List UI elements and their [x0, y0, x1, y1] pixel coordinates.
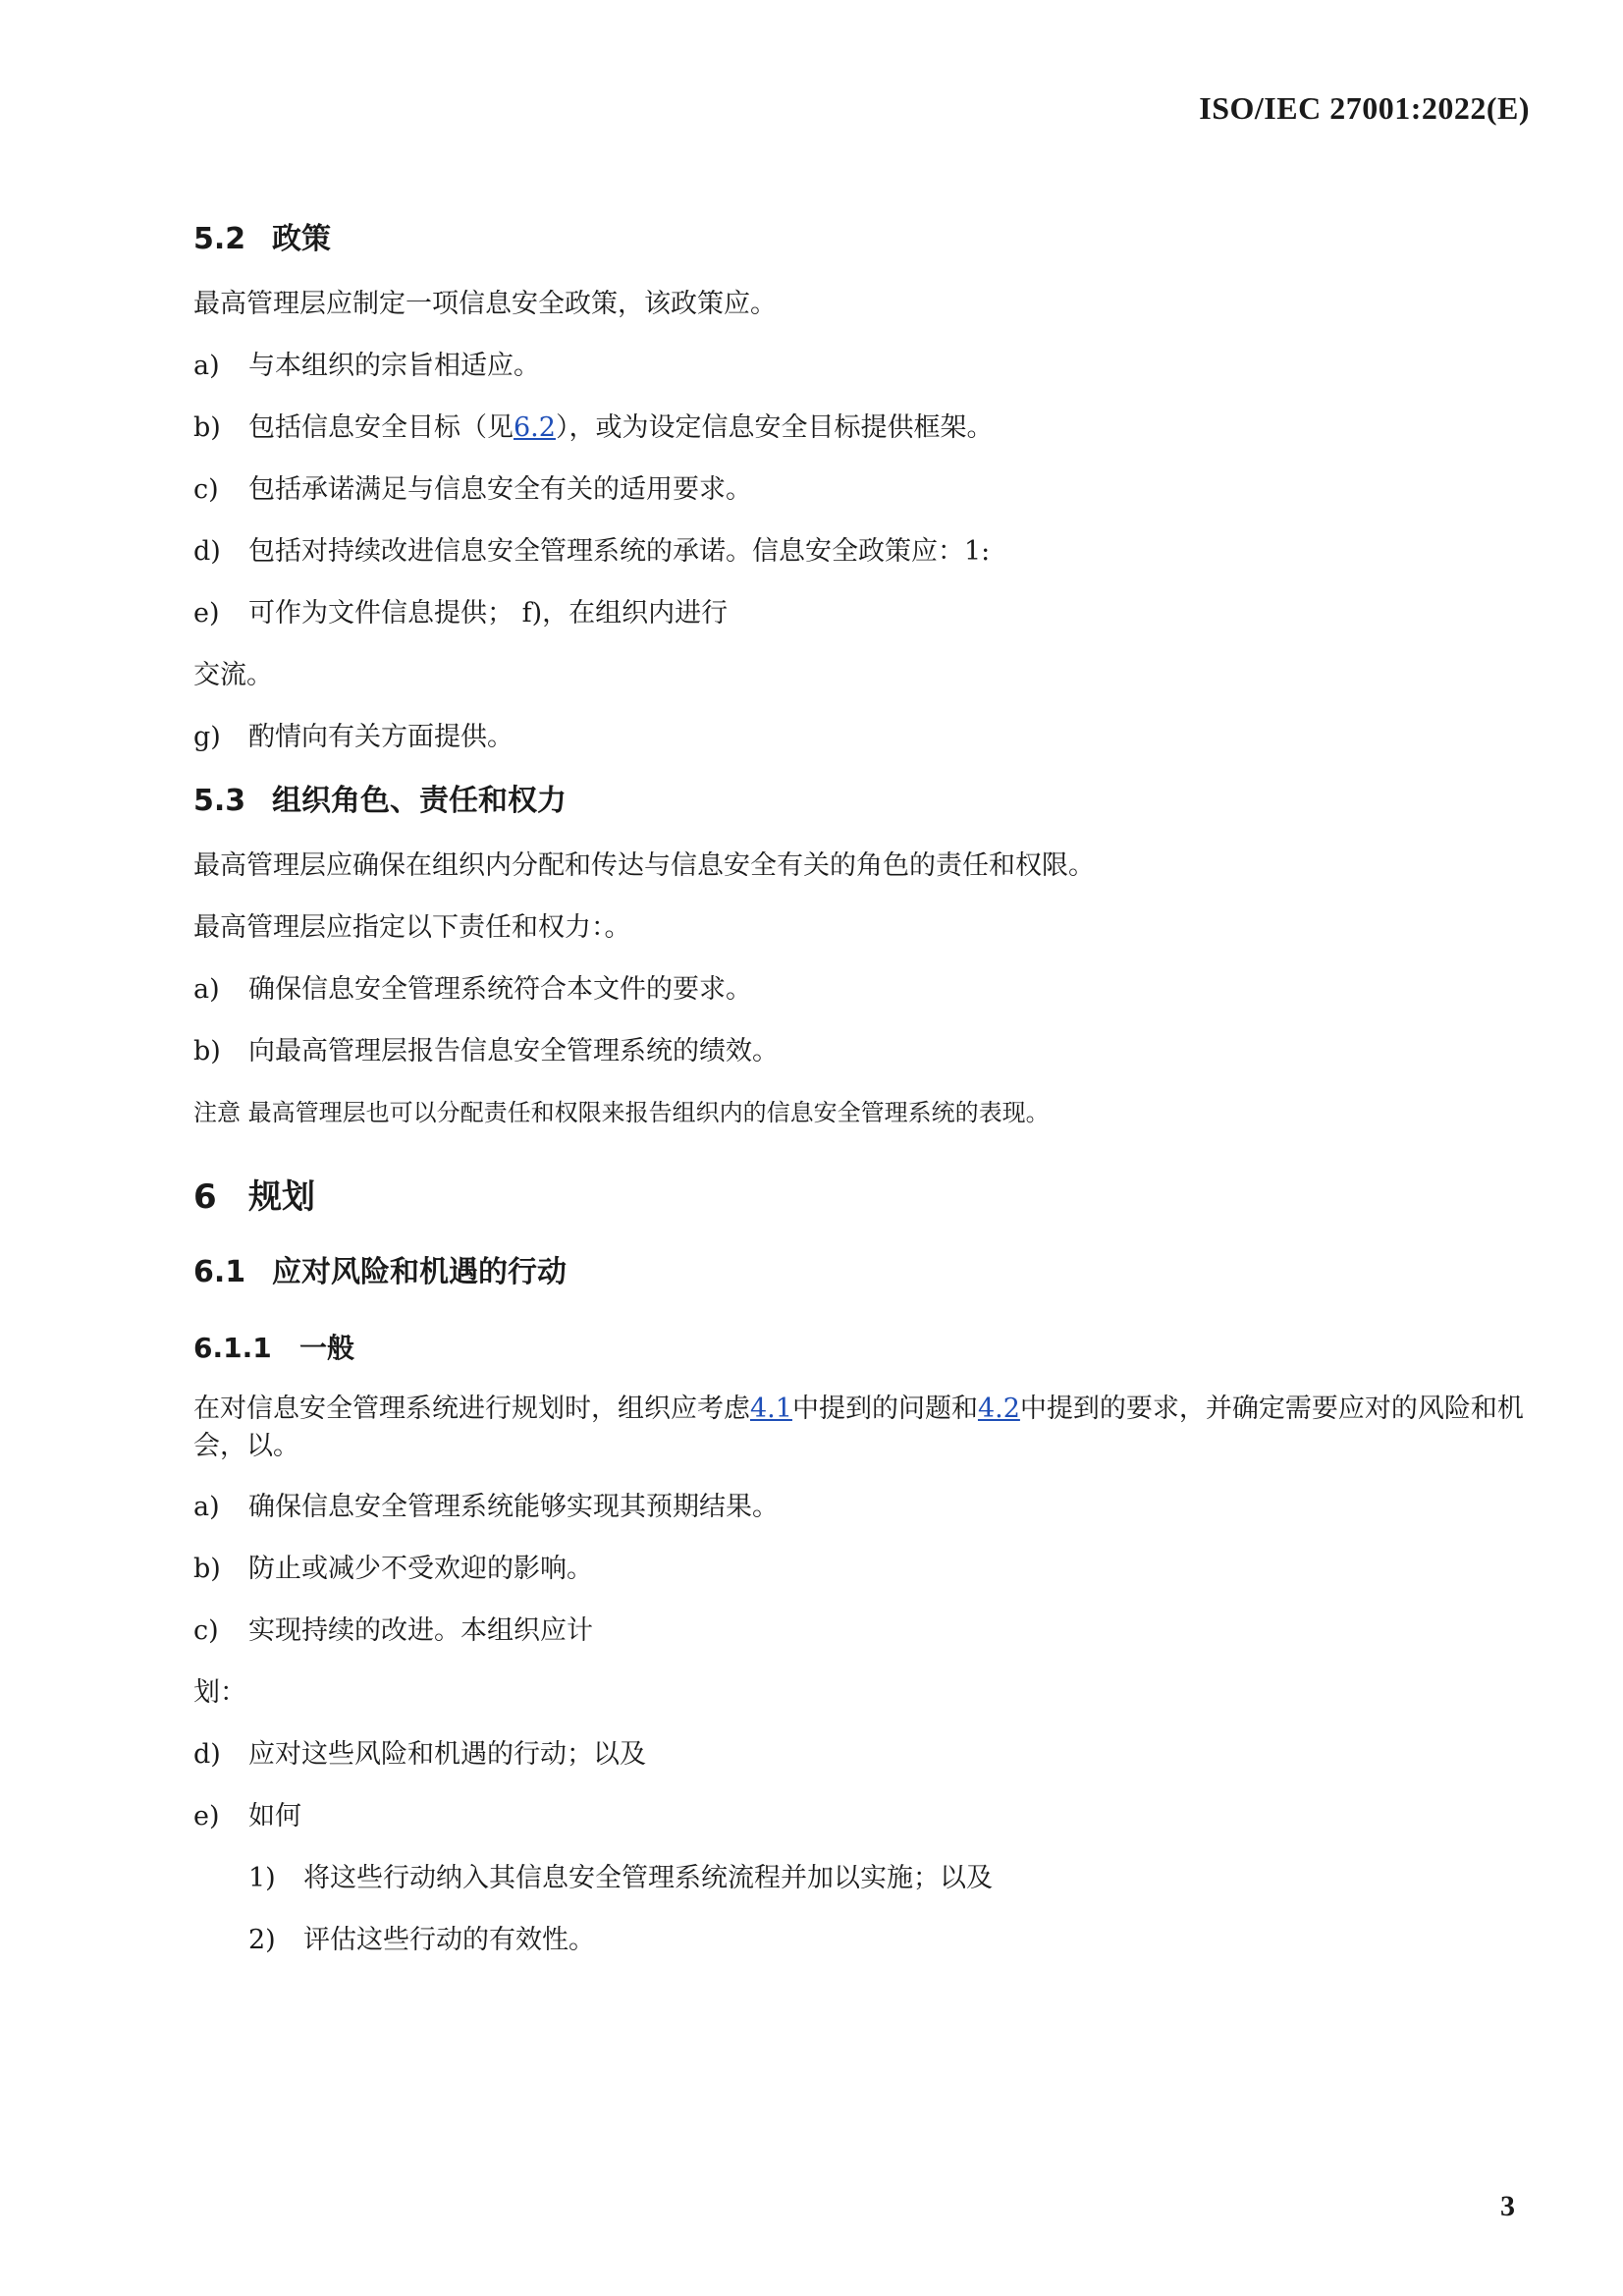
list-label: 2)	[248, 1925, 276, 1955]
section-number: 5.3	[193, 784, 246, 818]
list-label: b)	[193, 412, 221, 443]
list-text: 确保信息安全管理系统能够实现其预期结果。	[248, 1492, 779, 1522]
paragraph: 交流。	[193, 660, 273, 690]
list-item	[193, 532, 1534, 572]
ref-link-4-1[interactable]: 4.1	[750, 1394, 792, 1424]
list-label: e)	[193, 1801, 220, 1831]
paragraph: 最高管理层应确保在组织内分配和传达与信息安全有关的角色的责任和权限。	[193, 850, 1095, 881]
list-text: 向最高管理层报告信息安全管理系统的绩效。	[248, 1036, 779, 1066]
section-title: 应对风险和机遇的行动	[272, 1255, 567, 1289]
subsection-title: 一般	[299, 1332, 355, 1364]
document-code: ISO/IEC 27001:2022(E)	[1199, 90, 1530, 126]
list-text: 确保信息安全管理系统符合本文件的要求。	[248, 974, 752, 1005]
list-label: b)	[193, 1554, 221, 1584]
chapter-heading-6	[193, 1173, 1534, 1222]
section-title: 政策	[272, 222, 331, 256]
list-item	[193, 594, 1534, 633]
list-item	[193, 347, 1534, 386]
list-text: 与本组织的宗旨相适应。	[248, 351, 540, 381]
list-label: c)	[193, 474, 219, 505]
list-text: 实现持续的改进。本组织应计	[248, 1615, 593, 1646]
paragraph: 最高管理层应指定以下责任和权力：。	[193, 912, 631, 943]
list-item	[193, 1612, 1534, 1651]
sub-list-item	[248, 1921, 1534, 1960]
list-text: 包括承诺满足与信息安全有关的适用要求。	[248, 474, 752, 505]
list-item	[193, 1488, 1534, 1527]
section-heading-6-1	[193, 1251, 1534, 1294]
list-text: 包括对持续改进信息安全管理系统的承诺。信息安全政策应：1:	[248, 536, 991, 567]
list-label: a)	[193, 974, 220, 1005]
sub-list-item	[248, 1859, 1534, 1898]
chapter-title: 规划	[248, 1177, 315, 1217]
list-text: 将这些行动纳入其信息安全管理系统流程并加以实施；以及	[303, 1863, 993, 1893]
list-text: 如何	[248, 1801, 301, 1831]
ref-link-6-2[interactable]: 6.2	[514, 412, 556, 443]
list-label: c)	[193, 1615, 219, 1646]
list-item	[193, 470, 1534, 510]
list-label: 1)	[248, 1863, 276, 1893]
list-text: 防止或减少不受欢迎的影响。	[248, 1554, 593, 1584]
section-heading-5-3	[193, 780, 1534, 823]
list-text: 评估这些行动的有效性。	[303, 1925, 595, 1955]
section-heading-5-2	[193, 218, 1534, 261]
list-label: d)	[193, 536, 221, 567]
subsection-heading-6-1-1	[193, 1328, 1534, 1369]
list-text: 应对这些风险和机遇的行动；以及	[248, 1739, 646, 1770]
note: 注意 最高管理层也可以分配责任和权限来报告组织内的信息安全管理系统的表现。	[193, 1099, 1050, 1126]
list-item	[193, 1797, 1534, 1836]
page-number: 3	[1500, 2190, 1515, 2222]
paragraph: 在对信息安全管理系统进行规划时，组织应考虑4.1中提到的问题和4.2中提到的要求，并确定需要应对的风险和机会，以。	[193, 1394, 1524, 1461]
subsection-number: 6.1.1	[193, 1332, 272, 1364]
list-item	[193, 970, 1534, 1010]
section-number: 6.1	[193, 1255, 246, 1289]
list-label: a)	[193, 1492, 220, 1522]
list-item	[193, 1032, 1534, 1071]
section-title: 组织角色、责任和权力	[272, 784, 567, 818]
list-item	[193, 409, 1534, 448]
list-label: b)	[193, 1036, 221, 1066]
list-label: d)	[193, 1739, 221, 1770]
paragraph: 最高管理层应制定一项信息安全政策，该政策应。	[193, 289, 777, 319]
list-item	[193, 718, 1534, 757]
section-number: 5.2	[193, 222, 246, 256]
list-item	[193, 1735, 1534, 1775]
list-label: a)	[193, 351, 220, 381]
page-content	[193, 218, 1534, 1983]
list-text: 酌情向有关方面提供。	[248, 722, 514, 752]
list-label: e)	[193, 598, 220, 629]
list-label: g)	[193, 722, 221, 752]
list-text: 可作为文件信息提供； f)，在组织内进行	[248, 598, 729, 629]
chapter-number: 6	[193, 1177, 217, 1217]
list-item	[193, 1550, 1534, 1589]
list-text: 包括信息安全目标（见6.2），或为设定信息安全目标提供框架。	[248, 412, 994, 443]
paragraph: 划：	[193, 1677, 246, 1708]
ref-link-4-2[interactable]: 4.2	[977, 1394, 1020, 1424]
